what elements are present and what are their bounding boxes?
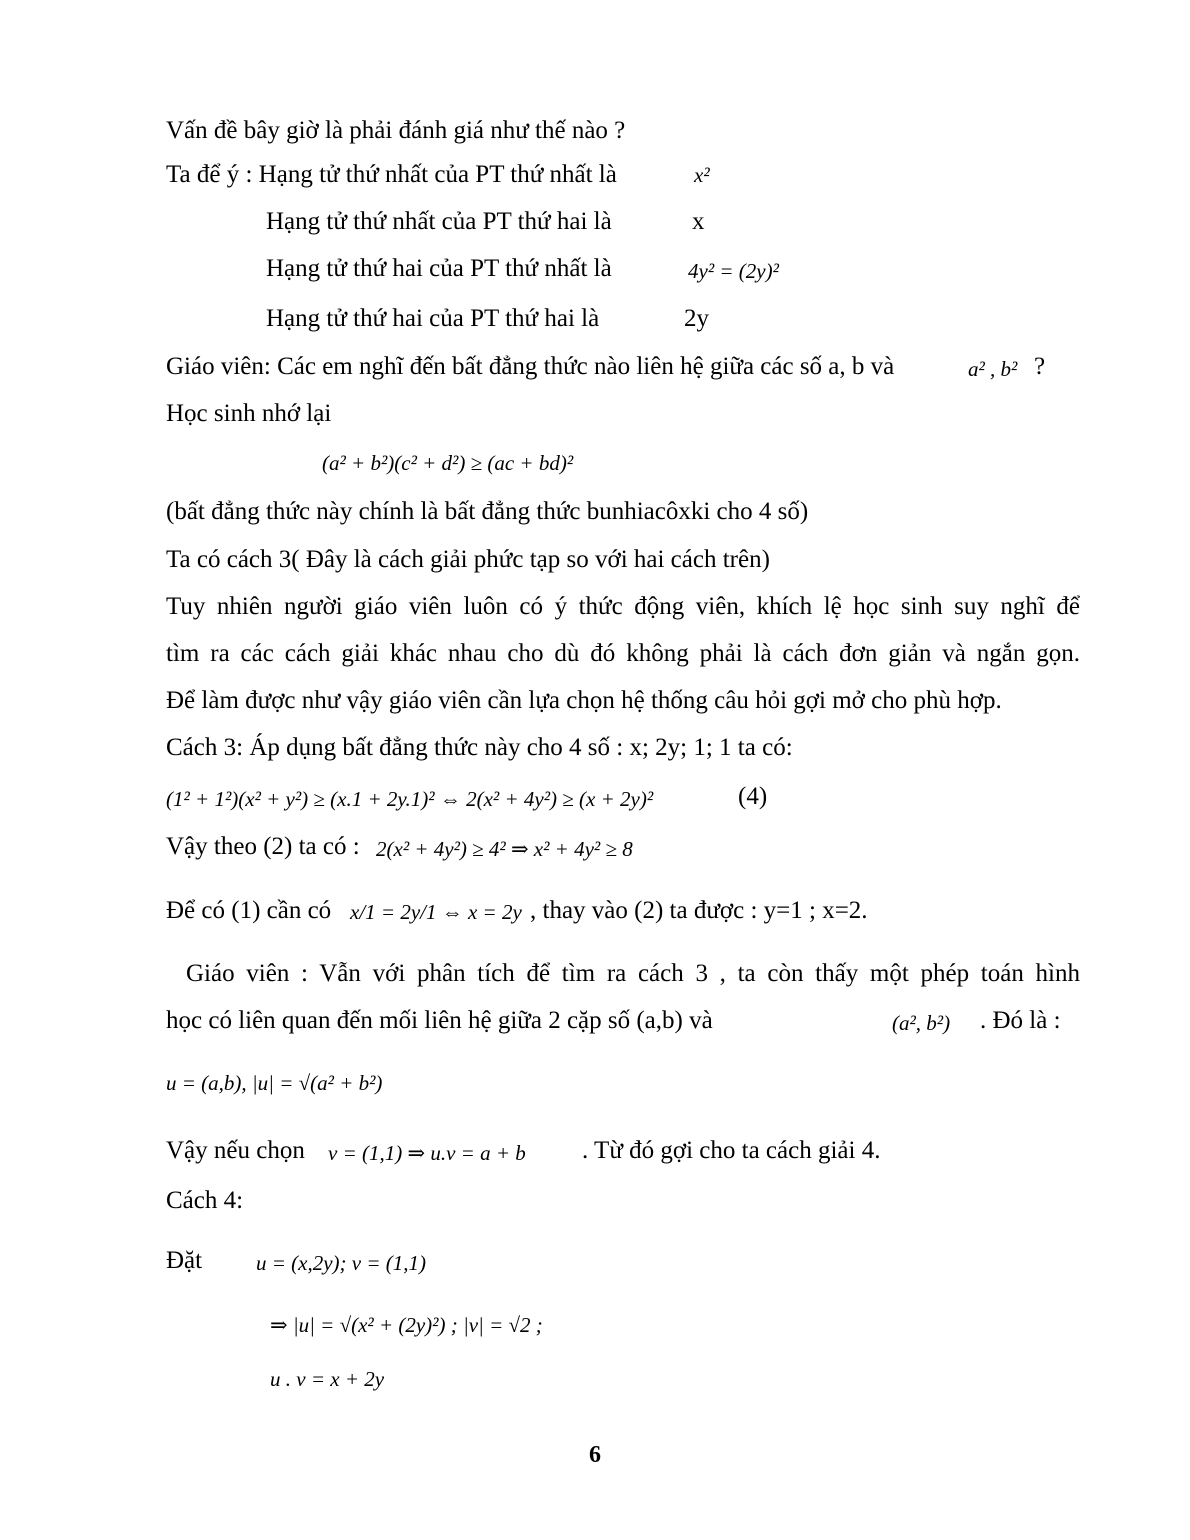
equation-label-4: (4)	[738, 783, 768, 810]
text-line-4: Hạng tử thứ hai của PT thứ nhất là	[266, 255, 612, 282]
math-x-squared: x²	[694, 163, 710, 187]
text-line-21-end: . Từ đó gợi cho ta cách giải 4.	[582, 1137, 881, 1164]
math-line-17: x/1 = 2y/1 ⇔ x = 2y	[350, 900, 522, 924]
text-line-18: Giáo viên : Vẫn với phân tích để tìm ra cách 3 , ta còn thấy một phép toán hình	[186, 960, 1080, 987]
math-4y-squared: 4y² = (2y)²	[688, 259, 779, 283]
math-inequality-4: (1² + 1²)(x² + y²) ≥ (x.1 + 2y.1)² ⇔ 2(x² + 4y²) ≥ (x + 2y)²	[166, 787, 654, 811]
text-line-21: Vậy nếu chọn	[166, 1137, 305, 1164]
math-line-24: ⇒ |u| = √(x² + (2y)²) ; |v| = √2 ;	[270, 1313, 543, 1337]
math-a2-b2-pair: (a², b²)	[892, 1011, 951, 1035]
math-a2-b2: a² , b²	[968, 357, 1018, 381]
text-line-13: Để làm được như vậy giáo viên cần lựa chọn hệ thống câu hỏi gợi mở cho phù hợp.	[166, 687, 1002, 714]
text-line-12: tìm ra các cách giải khác nhau cho dù đó không phải là cách đơn giản và ngắn gọn.	[166, 640, 1080, 667]
text-line-10: Ta có cách 3( Đây là cách giải phức tạp so với hai cách trên)	[166, 546, 770, 573]
text-line-19-end: . Đó là :	[980, 1007, 1061, 1034]
math-line-21: v = (1,1) ⇒ u.v = a + b	[328, 1141, 526, 1165]
text-line-6-end: ?	[1034, 353, 1046, 380]
math-line-16: 2(x² + 4y²) ≥ 4² ⇒ x² + 4y² ≥ 8	[376, 837, 633, 861]
text-line-17: Để có (1) cần có	[166, 897, 332, 924]
text-line-1: Vấn đề bây giờ là phải đánh giá như thế nào ?	[166, 117, 626, 144]
text-line-5: Hạng tử thứ hai của PT thứ hai là	[266, 305, 600, 332]
text-line-23: Đặt	[166, 1247, 203, 1274]
math-line-23: u = (x,2y); v = (1,1)	[256, 1251, 427, 1275]
text-line-16: Vậy theo (2) ta có :	[166, 833, 360, 860]
math-vector-u: u = (a,b), |u| = √(a² + b²)	[166, 1071, 383, 1095]
math-x: x	[692, 208, 705, 235]
text-line-19: học có liên quan đến mối liên hệ giữa 2 cặp số (a,b) và	[166, 1007, 713, 1034]
text-line-3: Hạng tử thứ nhất của PT thứ hai là	[266, 208, 612, 235]
math-bunhiacopxki: (a² + b²)(c² + d²) ≥ (ac + bd)²	[322, 451, 574, 475]
text-line-7: Học sinh nhớ lại	[166, 400, 332, 427]
text-line-14: Cách 3: Áp dụng bất đẳng thức này cho 4 số : x; 2y; 1; 1 ta có:	[166, 734, 793, 761]
math-line-25: u . v = x + 2y	[270, 1367, 385, 1391]
text-line-17-end: , thay vào (2) ta được : y=1 ; x=2.	[530, 897, 868, 924]
page-number: 6	[589, 1442, 601, 1468]
math-2y: 2y	[684, 305, 709, 332]
text-line-11: Tuy nhiên người giáo viên luôn có ý thức động viên, khích lệ học sinh suy nghĩ để	[166, 593, 1080, 620]
text-line-9: (bất đẳng thức này chính là bất đẳng thức bunhiacôxki cho 4 số)	[166, 498, 809, 525]
text-line-2	[166, 160, 617, 190]
text-line-6: Giáo viên: Các em nghĩ đến bất đẳng thức nào liên hệ giữa các số a, b và	[166, 353, 895, 380]
text-line-2-label: Ta để ý : Hạng tử thứ nhất của PT thứ nhất là	[166, 161, 617, 188]
text-line-22: Cách 4:	[166, 1187, 244, 1214]
